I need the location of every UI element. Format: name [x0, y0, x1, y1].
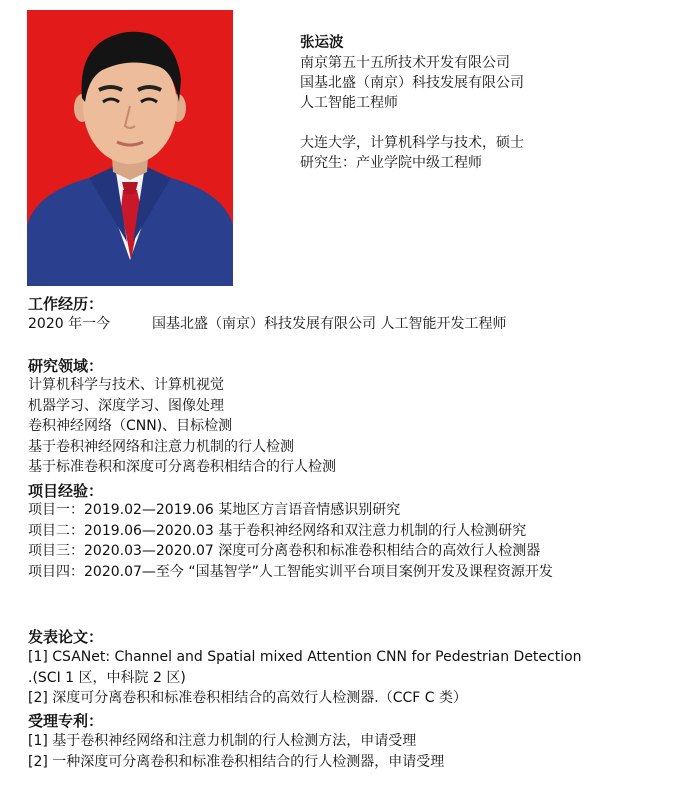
list-item: 项目三：2020.03—2020.07 深度可分离卷积和标准卷积相结合的高效行人检测器 [28, 543, 541, 559]
papers-section-title: 发表论文： [28, 628, 104, 646]
patents-section-title: 受理专利： [28, 712, 104, 730]
education-line: 大连大学，计算机科学与技术，硕士 [300, 135, 524, 151]
affiliation-line: 南京第五十五所技术开发有限公司 [300, 55, 510, 71]
work-entry [28, 314, 506, 334]
portrait-illustration [27, 10, 233, 286]
list-item: [1] 基于卷积神经网络和注意力机制的行人检测方法，申请受理 [28, 733, 417, 749]
list-item: 基于卷积神经网络和注意力机制的行人检测 [28, 438, 294, 455]
work-period: 2020 年一今 [28, 316, 111, 332]
list-item: 项目一：2019.02—2019.06 某地区方言语音情感识别研究 [28, 502, 401, 518]
person-name: 张运波 [300, 35, 344, 51]
work-section-title: 工作经历： [28, 295, 104, 313]
list-item: 项目二：2019.06—2020.03 基于卷积神经网络和双注意力机制的行人检测研究 [28, 522, 527, 539]
list-item: 计算机科学与技术、计算机视觉 [28, 377, 224, 393]
research-list [28, 375, 336, 478]
papers-list [28, 647, 588, 709]
list-item: [2] 一种深度可分离卷积和标准卷积相结合的行人检测器，申请受理 [28, 753, 445, 770]
list-item: [1] CSANet: Channel and Spatial mixed Attention CNN for Pedestrian Detection .(SCI 1 区，中科院 2 区) [28, 649, 582, 686]
research-section-title: 研究领域： [28, 357, 104, 375]
profile-header [300, 33, 524, 173]
affiliation-line: 国基北盛（南京）科技发展有限公司 [300, 75, 524, 91]
work-detail: 国基北盛（南京）科技发展有限公司 人工智能开发工程师 [152, 316, 507, 332]
projects-section-title: 项目经验： [28, 482, 104, 500]
list-item: 卷积神经网络（CNN)、目标检测 [28, 418, 233, 434]
list-item: 基于标准卷积和深度可分离卷积相结合的行人检测 [28, 459, 336, 475]
projects-list [28, 500, 588, 582]
job-title: 人工智能工程师 [300, 95, 398, 111]
profile-photo [27, 10, 233, 286]
education-line: 研究生：产业学院中级工程师 [300, 155, 482, 171]
patents-list [28, 731, 588, 772]
list-item: 项目四：2020.07—至今 “国基智学”人工智能实训平台项目案例开发及课程资源开发 [28, 563, 553, 580]
list-item: 机器学习、深度学习、图像处理 [28, 397, 224, 414]
list-item: [2] 深度可分离卷积和标准卷积相结合的高效行人检测器.（CCF C 类） [28, 690, 468, 706]
